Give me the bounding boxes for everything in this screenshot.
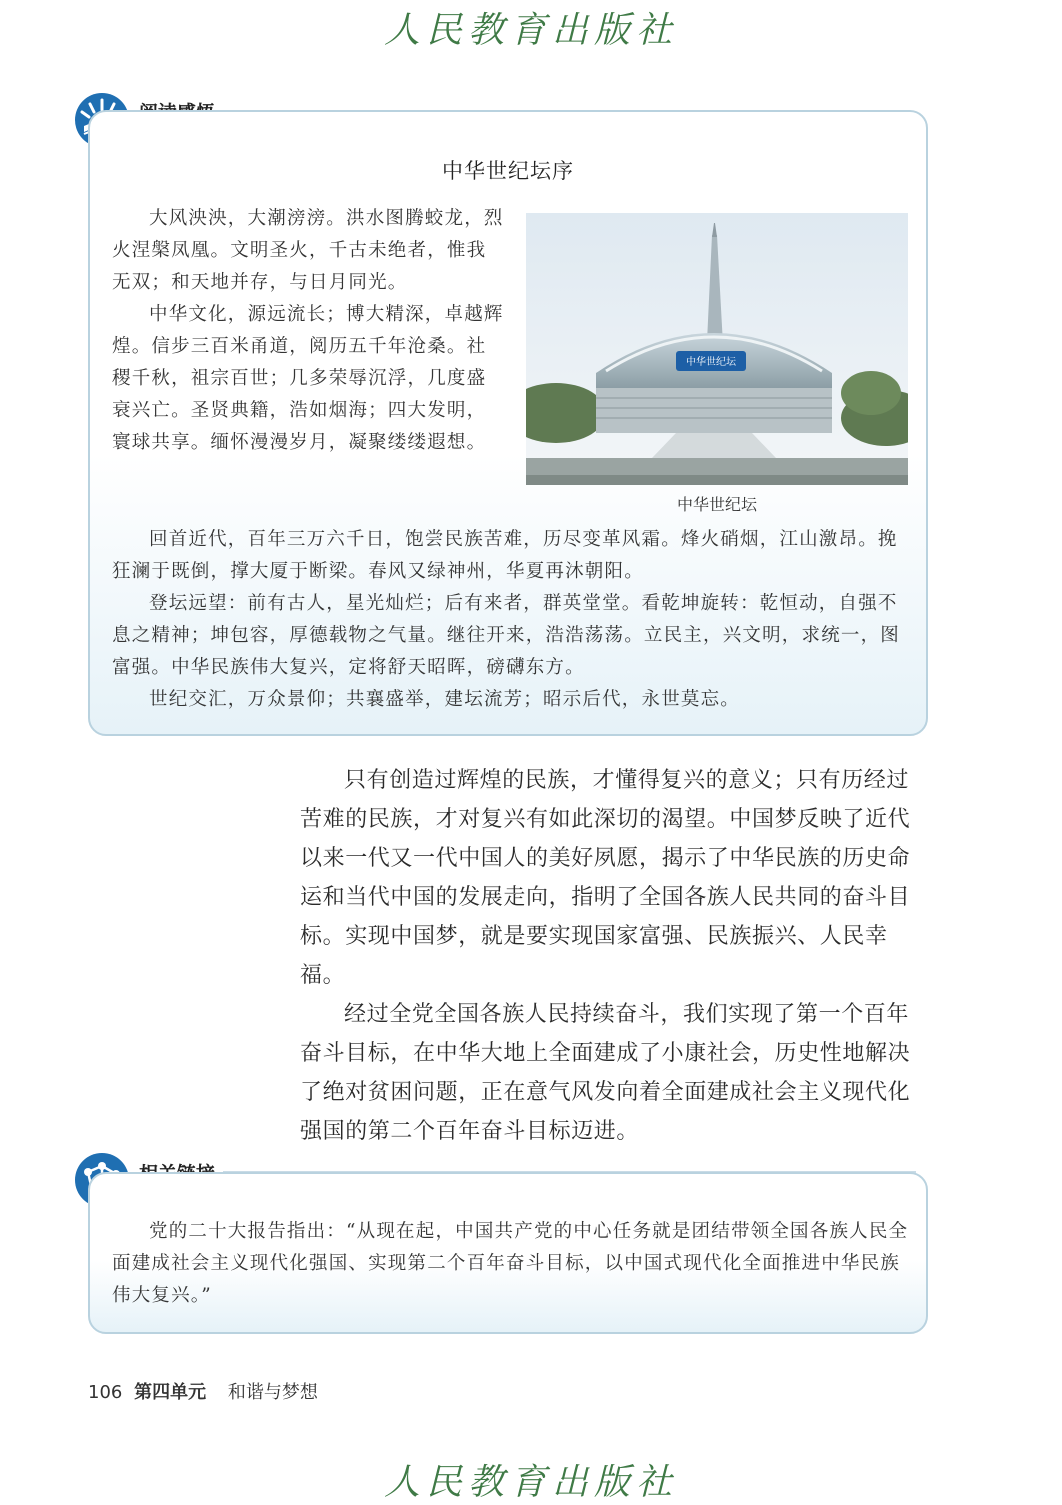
poem-paragraph: 中华文化，源远流长；博大精深，卓越辉煌。信步三百米甬道，阅历五千年沧桑。社稷千秋，祖宗百世；几多荣辱沉浮，几度盛衰兴亡。圣贤典籍，浩如烟海；四大发明，寰球共享。缅怀漫漫岁月，凝聚缕缕遐想。 (112, 304, 504, 453)
publisher-watermark-bottom: 人民教育出版社 (383, 1462, 678, 1503)
poem-paragraph: 世纪交汇，万众景仰；共襄盛举，建坛流芳；昭示后代，永世莫忘。 (149, 689, 741, 710)
main-paragraph: 经过全党全国各族人民持续奋斗，我们实现了第一个百年奋斗目标，在中华大地上全面建成了小康社会，历史性地解决了绝对贫困问题，正在意气风发向着全面建成社会主义现代化强国的第二个百年奋斗目标迈进。 (300, 1002, 911, 1144)
page-number: 106 (88, 1382, 123, 1403)
century-altar-photo (526, 213, 908, 485)
poem-continued (112, 524, 910, 716)
main-paragraph: 只有创造过辉煌的民族，才懂得复兴的意义；只有历经过苦难的民族，才对复兴有如此深切的渴望。中国梦反映了近代以来一代又一代中国人的美好夙愿，揭示了中华民族的历史命运和当代中国的发展走向，指明了全国各族人民共同的奋斗目标。实现中国梦，就是要实现国家富强、民族振兴、人民幸福。 (300, 768, 911, 988)
unit-label: 第四单元 (134, 1382, 207, 1403)
link-text-block (112, 1216, 910, 1312)
poem-title: 中华世纪坛序 (442, 159, 574, 183)
poem-column (112, 203, 504, 459)
century-altar-illustration (526, 213, 908, 485)
publisher-watermark-top: 人民教育出版社 (383, 10, 678, 51)
poem-paragraph: 回首近代，百年三万六千日，饱尝民族苦难，历尽变革风霜。烽火硝烟，江山激昂。挽狂澜于既倒，撑大厦于断梁。春风又绿神州，华夏再沐朝阳。 (112, 529, 898, 582)
page-footer (88, 1378, 324, 1404)
link-paragraph: 党的二十大报告指出：“从现在起，中国共产党的中心任务就是团结带领全国各族人民全面建成社会主义现代化强国、实现第二个百年奋斗目标，以中国式现代化全面推进中华民族伟大复兴。” (112, 1221, 909, 1306)
main-text (300, 761, 928, 1151)
unit-title: 和谐与梦想 (227, 1382, 318, 1403)
altar-sign-text: 中华世纪坛 (686, 357, 736, 368)
photo-caption: 中华世纪坛 (676, 495, 757, 514)
poem-paragraph: 登坛远望：前有古人，星光灿烂；后有来者，群英堂堂。看乾坤旋转：乾恒动，自强不息之精神；坤包容，厚德载物之气量。继往开来，浩浩荡荡。立民主，兴文明，求统一，图富强。中华民族伟大复兴，定将舒天昭晖，磅礴东方。 (112, 593, 901, 678)
poem-paragraph: 大风泱泱，大潮滂滂。洪水图腾蛟龙，烈火涅槃凤凰。文明圣火，千古未绝者，惟我无双；和天地并存，与日月同光。 (112, 208, 504, 293)
